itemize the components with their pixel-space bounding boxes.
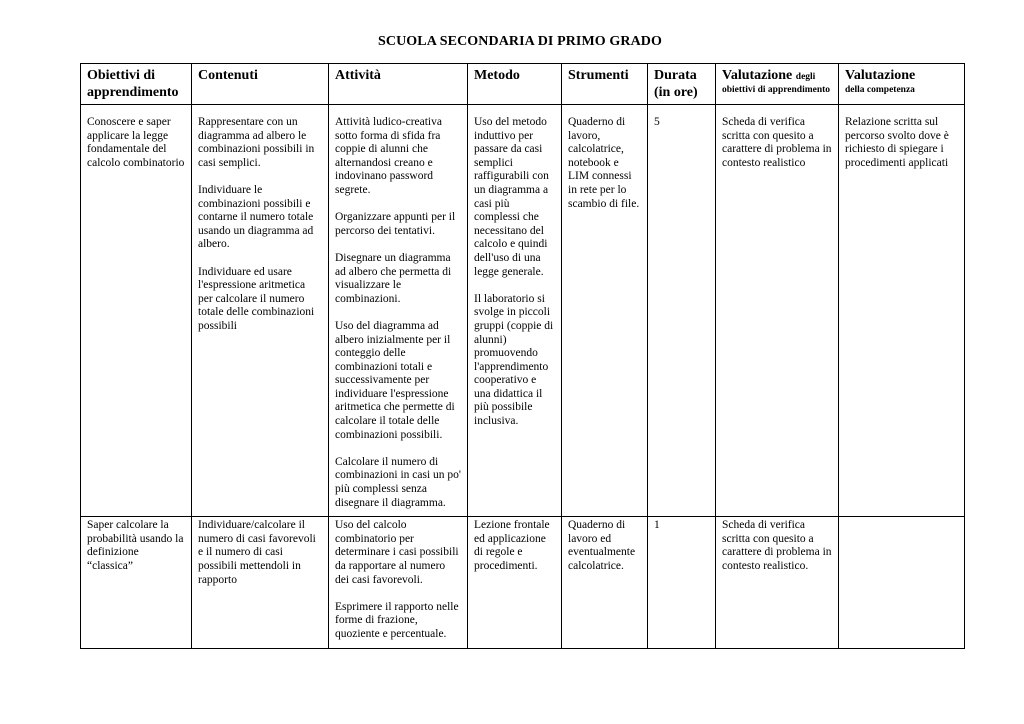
cell-attivita: [329, 105, 468, 517]
header-obiettivi: Obiettivi di apprendimento: [81, 64, 192, 105]
cell-paragraph: Quaderno di lavoro, calcolatrice, notebook e LIM connessi in rete per lo scambio di file.: [568, 116, 640, 210]
cell-valutazione-obiettivi: [716, 517, 839, 648]
cell-paragraph: Uso del metodo induttivo per passare da casi semplici raffigurabili con un diagramma a casi più complessi che necessitano del calcolo e quindi dell'uso di una legge generale.: [474, 116, 549, 278]
header-valutazione-competenza: [839, 64, 965, 105]
header-attivita: Attività: [329, 64, 468, 105]
header-valutazione-obiettivi-sub: obiettivi di apprendimento: [722, 85, 831, 95]
cell-paragraph: Organizzare appunti per il percorso dei tentativi.: [335, 211, 456, 237]
cell-paragraph: Calcolare il numero di combinazioni in casi un po' più complessi senza disegnare il diagramma.: [335, 455, 461, 509]
cell-paragraph: Individuare/calcolare il numero di casi favorevoli e il numero di casi possibili mettendoli in rapporto: [198, 519, 316, 586]
cell-obiettivi: [81, 105, 192, 517]
cell-paragraph: Scheda di verifica scritta con quesito a carattere di problema in contesto realistico.: [722, 519, 832, 572]
cell-metodo: [468, 517, 562, 648]
cell-paragraph: Conoscere e saper applicare la legge fondamentale del calcolo combinatorio: [87, 116, 185, 169]
cell-paragraph: Scheda di verifica scritta con quesito a carattere di problema in contesto realistico: [722, 116, 832, 169]
cell-paragraph: Il laboratorio si svolge in piccoli gruppi (coppie di alunni) promuovendo l'apprendimento cooperativo e una didattica il più possibile inclusiva.: [474, 292, 554, 428]
cell-contenuti: [192, 105, 329, 517]
cell-valutazione-competenza: [839, 517, 965, 648]
cell-paragraph: Uso del diagramma ad albero inizialmente per il conteggio delle combinazioni totali e successivamente per individuare l'espressione aritmetica che permette di calcolare il totale delle combinazioni possibili.: [335, 319, 455, 441]
cell-paragraph: Uso del calcolo combinatorio per determinare i casi possibili da rapportare al numero dei casi favorevoli.: [335, 519, 459, 586]
cell-paragraph: Lezione frontale ed applicazione di regole e procedimenti.: [474, 519, 550, 572]
cell-paragraph: Quaderno di lavoro ed eventualmente calcolatrice.: [568, 519, 636, 572]
header-valutazione-obiettivi-degli: degli: [795, 72, 816, 82]
cell-durata: 1: [648, 517, 716, 648]
planning-table: [80, 63, 965, 649]
cell-contenuti: [192, 517, 329, 648]
cell-metodo: [468, 105, 562, 517]
header-valutazione-obiettivi: [716, 64, 839, 105]
page-title: SCUOLA SECONDARIA DI PRIMO GRADO: [377, 34, 662, 49]
cell-attivita: [329, 517, 468, 648]
cell-paragraph: Relazione scritta sul percorso svolto dove è richiesto di spiegare i procedimenti applicati: [845, 116, 949, 169]
cell-paragraph: Individuare ed usare l'espressione aritmetica per calcolare il numero totale delle combinazioni possibili: [198, 265, 315, 332]
table-row: [81, 105, 965, 517]
table-body: [81, 105, 965, 649]
cell-valutazione-obiettivi: [716, 105, 839, 517]
header-durata: Durata (in ore): [648, 64, 716, 105]
header-valutazione-obiettivi-main: Valutazione: [722, 68, 793, 83]
cell-paragraph: Disegnare un diagramma ad albero che permetta di visualizzare le combinazioni.: [335, 251, 452, 305]
cell-strumenti: [562, 105, 648, 517]
cell-paragraph: Attività ludico-creativa sotto forma di sfida fra coppie di alunni che alternandosi creano e indovinano password segrete.: [335, 116, 442, 196]
cell-valutazione-competenza: [839, 105, 965, 517]
cell-obiettivi: [81, 517, 192, 648]
table-row: [81, 517, 965, 648]
header-row: [81, 64, 965, 105]
header-metodo: Metodo: [468, 64, 562, 105]
cell-durata: 5: [648, 105, 716, 517]
header-strumenti: Strumenti: [562, 64, 648, 105]
cell-paragraph: Individuare le combinazioni possibili e contarne il numero totale usando un diagramma ad albero.: [198, 183, 314, 251]
cell-paragraph: Rappresentare con un diagramma ad albero le combinazioni possibili in casi semplici.: [198, 116, 315, 169]
header-valutazione-competenza-main: Valutazione: [845, 68, 916, 83]
header-valutazione-competenza-sub: della competenza: [845, 85, 915, 95]
header-contenuti: Contenuti: [192, 64, 329, 105]
cell-paragraph: Saper calcolare la probabilità usando la definizione “classica”: [87, 519, 184, 572]
cell-paragraph: Esprimere il rapporto nelle forme di frazione, quoziente e percentuale.: [335, 600, 459, 640]
cell-strumenti: [562, 517, 648, 648]
